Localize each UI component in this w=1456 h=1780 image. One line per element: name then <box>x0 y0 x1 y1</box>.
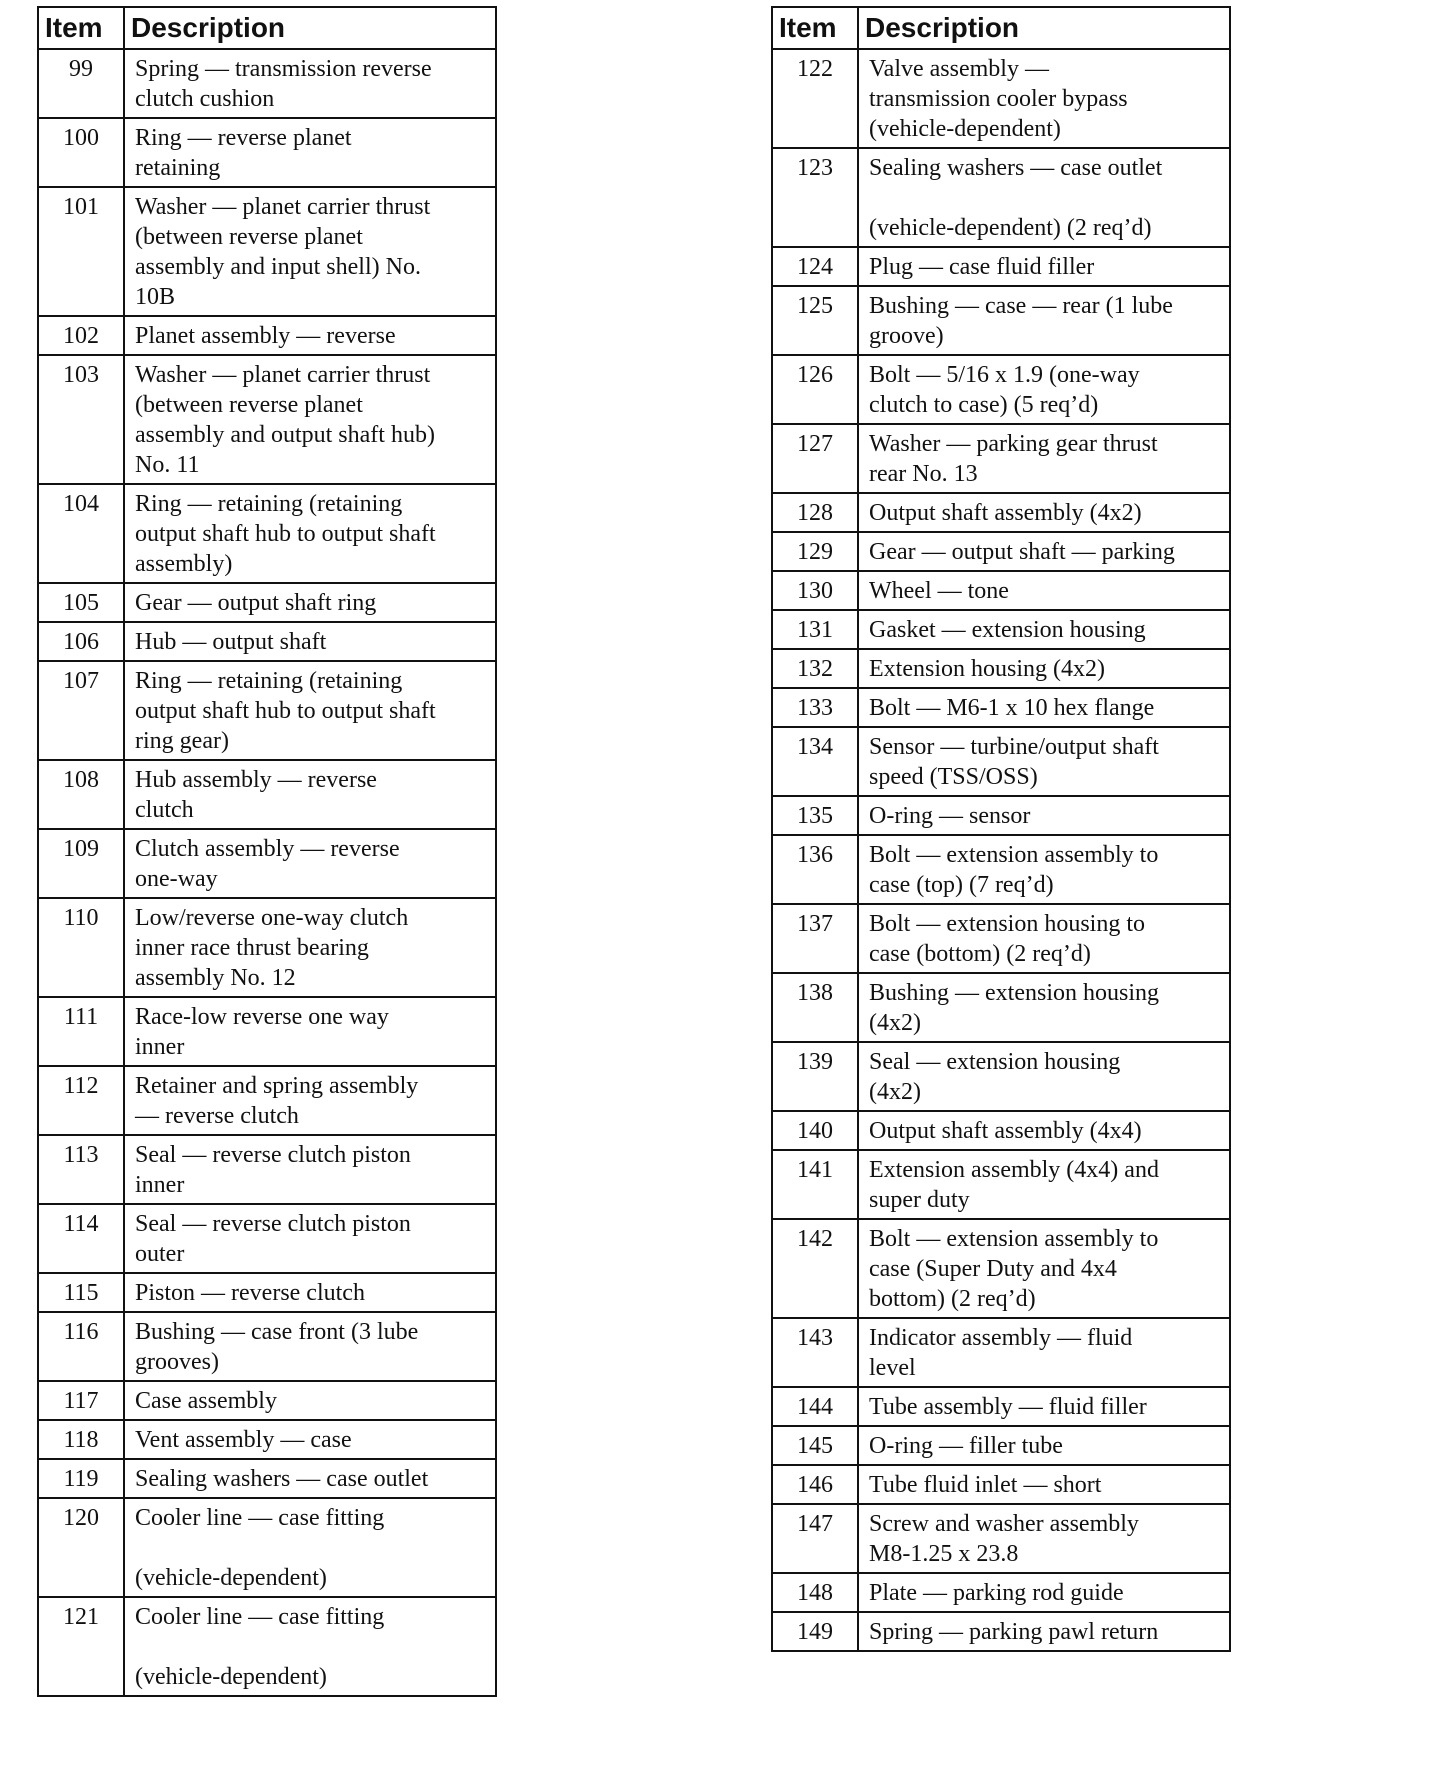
table-row <box>772 532 1230 571</box>
table-row <box>38 1420 496 1459</box>
item-description: Ring — retaining (retaining output shaft hub to output shaft assembly) <box>124 484 496 583</box>
item-description: Sealing washers — case outlet <box>124 1459 496 1498</box>
table-row <box>38 1273 496 1312</box>
table-row <box>38 583 496 622</box>
item-description: Spring — parking pawl return <box>858 1612 1230 1651</box>
item-description: Bushing — extension housing (4x2) <box>858 973 1230 1042</box>
item-number: 116 <box>38 1312 124 1381</box>
item-number: 146 <box>772 1465 858 1504</box>
item-number: 141 <box>772 1150 858 1219</box>
item-description: Valve assembly — transmission cooler bypass (vehicle-dependent) <box>858 49 1230 148</box>
item-description: Sensor — turbine/output shaft speed (TSS/OSS) <box>858 727 1230 796</box>
item-number: 144 <box>772 1387 858 1426</box>
table-row <box>38 355 496 484</box>
table-row <box>38 1135 496 1204</box>
item-number: 117 <box>38 1381 124 1420</box>
table-row <box>38 829 496 898</box>
table-row <box>772 1150 1230 1219</box>
item-description: Ring — retaining (retaining output shaft hub to output shaft ring gear) <box>124 661 496 760</box>
table-row <box>772 1612 1230 1651</box>
table-row <box>38 49 496 118</box>
item-number: 148 <box>772 1573 858 1612</box>
table-row <box>772 1387 1230 1426</box>
item-number: 119 <box>38 1459 124 1498</box>
item-description: Wheel — tone <box>858 571 1230 610</box>
item-number: 136 <box>772 835 858 904</box>
item-number: 118 <box>38 1420 124 1459</box>
item-description: Bushing — case — rear (1 lube groove) <box>858 286 1230 355</box>
item-description: Bolt — M6-1 x 10 hex flange <box>858 688 1230 727</box>
item-number: 147 <box>772 1504 858 1573</box>
item-description: O-ring — filler tube <box>858 1426 1230 1465</box>
item-description: Seal — reverse clutch piston outer <box>124 1204 496 1273</box>
item-description: Case assembly <box>124 1381 496 1420</box>
table-row <box>772 571 1230 610</box>
item-description: Vent assembly — case <box>124 1420 496 1459</box>
item-number: 130 <box>772 571 858 610</box>
item-number: 120 <box>38 1498 124 1597</box>
item-description: Screw and washer assembly M8-1.25 x 23.8 <box>858 1504 1230 1573</box>
item-number: 134 <box>772 727 858 796</box>
table-row <box>772 688 1230 727</box>
item-description: Washer — planet carrier thrust (between reverse planet assembly and input shell) No. 10B <box>124 187 496 316</box>
table-row <box>38 484 496 583</box>
item-number: 122 <box>772 49 858 148</box>
parts-table-left <box>37 6 497 1697</box>
item-description: Extension assembly (4x4) and super duty <box>858 1150 1230 1219</box>
item-number: 128 <box>772 493 858 532</box>
table-header-row <box>38 7 496 49</box>
item-description: Cooler line — case fitting (vehicle-dependent) <box>124 1498 496 1597</box>
table-row <box>772 727 1230 796</box>
item-number: 109 <box>38 829 124 898</box>
item-description: Gasket — extension housing <box>858 610 1230 649</box>
table-row <box>772 355 1230 424</box>
item-number: 133 <box>772 688 858 727</box>
table-row <box>772 1318 1230 1387</box>
table-row <box>38 760 496 829</box>
item-number: 123 <box>772 148 858 247</box>
item-number: 105 <box>38 583 124 622</box>
item-description: Washer — parking gear thrust rear No. 13 <box>858 424 1230 493</box>
table-row <box>772 1465 1230 1504</box>
item-number: 121 <box>38 1597 124 1696</box>
item-number: 125 <box>772 286 858 355</box>
table-row <box>772 1219 1230 1318</box>
item-number: 101 <box>38 187 124 316</box>
item-description: Sealing washers — case outlet (vehicle-dependent) (2 req’d) <box>858 148 1230 247</box>
item-description: Bolt — 5/16 x 1.9 (one-way clutch to case) (5 req’d) <box>858 355 1230 424</box>
table-row <box>38 1597 496 1696</box>
item-number: 143 <box>772 1318 858 1387</box>
item-number: 103 <box>38 355 124 484</box>
table-row <box>38 997 496 1066</box>
item-description: Washer — planet carrier thrust (between reverse planet assembly and output shaft hub) No. 11 <box>124 355 496 484</box>
table-row <box>772 904 1230 973</box>
item-number: 115 <box>38 1273 124 1312</box>
item-description: Ring — reverse planet retaining <box>124 118 496 187</box>
item-description: Gear — output shaft — parking <box>858 532 1230 571</box>
item-number: 139 <box>772 1042 858 1111</box>
table-row <box>38 898 496 997</box>
item-description: Output shaft assembly (4x2) <box>858 493 1230 532</box>
item-number: 106 <box>38 622 124 661</box>
item-description: Hub — output shaft <box>124 622 496 661</box>
item-number: 149 <box>772 1612 858 1651</box>
table-row <box>772 1504 1230 1573</box>
item-number: 100 <box>38 118 124 187</box>
item-number: 112 <box>38 1066 124 1135</box>
table-row <box>38 622 496 661</box>
item-description: O-ring — sensor <box>858 796 1230 835</box>
item-number: 113 <box>38 1135 124 1204</box>
item-number: 110 <box>38 898 124 997</box>
item-column-header: Item <box>772 7 858 49</box>
item-description: Retainer and spring assembly — reverse clutch <box>124 1066 496 1135</box>
table-row <box>38 1066 496 1135</box>
item-description: Indicator assembly — fluid level <box>858 1318 1230 1387</box>
item-number: 129 <box>772 532 858 571</box>
item-description: Piston — reverse clutch <box>124 1273 496 1312</box>
parts-rows-left <box>38 49 496 1696</box>
table-header-row <box>772 7 1230 49</box>
item-number: 99 <box>38 49 124 118</box>
item-number: 126 <box>772 355 858 424</box>
item-description: Extension housing (4x2) <box>858 649 1230 688</box>
item-description: Low/reverse one-way clutch inner race thrust bearing assembly No. 12 <box>124 898 496 997</box>
parts-table-right <box>771 6 1231 1652</box>
table-row <box>38 316 496 355</box>
description-column-header: Description <box>858 7 1230 49</box>
item-description: Race-low reverse one way inner <box>124 997 496 1066</box>
table-row <box>772 610 1230 649</box>
item-number: 108 <box>38 760 124 829</box>
description-column-header: Description <box>124 7 496 49</box>
table-row <box>38 118 496 187</box>
item-description: Clutch assembly — reverse one-way <box>124 829 496 898</box>
table-row <box>38 661 496 760</box>
table-row <box>772 1042 1230 1111</box>
item-description: Cooler line — case fitting (vehicle-dependent) <box>124 1597 496 1696</box>
table-row <box>38 1459 496 1498</box>
item-number: 135 <box>772 796 858 835</box>
item-number: 142 <box>772 1219 858 1318</box>
item-description: Spring — transmission reverse clutch cushion <box>124 49 496 118</box>
item-number: 114 <box>38 1204 124 1273</box>
table-row <box>38 1498 496 1597</box>
item-description: Seal — reverse clutch piston inner <box>124 1135 496 1204</box>
item-description: Output shaft assembly (4x4) <box>858 1111 1230 1150</box>
item-description: Bolt — extension assembly to case (top) (7 req’d) <box>858 835 1230 904</box>
table-row <box>772 973 1230 1042</box>
item-description: Gear — output shaft ring <box>124 583 496 622</box>
item-description: Tube fluid inlet — short <box>858 1465 1230 1504</box>
item-number: 132 <box>772 649 858 688</box>
table-row <box>772 1573 1230 1612</box>
item-description: Bushing — case front (3 lube grooves) <box>124 1312 496 1381</box>
table-row <box>772 424 1230 493</box>
table-row <box>772 247 1230 286</box>
table-row <box>38 1381 496 1420</box>
item-description: Planet assembly — reverse <box>124 316 496 355</box>
table-row <box>772 835 1230 904</box>
item-number: 138 <box>772 973 858 1042</box>
table-row <box>772 148 1230 247</box>
item-column-header: Item <box>38 7 124 49</box>
item-description: Seal — extension housing (4x2) <box>858 1042 1230 1111</box>
table-row <box>772 649 1230 688</box>
item-number: 137 <box>772 904 858 973</box>
table-row <box>38 1204 496 1273</box>
table-row <box>772 49 1230 148</box>
item-description: Plug — case fluid filler <box>858 247 1230 286</box>
item-description: Tube assembly — fluid filler <box>858 1387 1230 1426</box>
item-number: 140 <box>772 1111 858 1150</box>
item-description: Bolt — extension housing to case (bottom) (2 req’d) <box>858 904 1230 973</box>
item-number: 111 <box>38 997 124 1066</box>
parts-rows-right <box>772 49 1230 1651</box>
item-description: Bolt — extension assembly to case (Super Duty and 4x4 bottom) (2 req’d) <box>858 1219 1230 1318</box>
table-row <box>38 187 496 316</box>
table-row <box>772 493 1230 532</box>
table-row <box>772 1426 1230 1465</box>
item-number: 107 <box>38 661 124 760</box>
item-description: Hub assembly — reverse clutch <box>124 760 496 829</box>
item-number: 102 <box>38 316 124 355</box>
table-row <box>38 1312 496 1381</box>
table-row <box>772 1111 1230 1150</box>
item-number: 104 <box>38 484 124 583</box>
item-number: 127 <box>772 424 858 493</box>
table-row <box>772 286 1230 355</box>
item-description: Plate — parking rod guide <box>858 1573 1230 1612</box>
item-number: 145 <box>772 1426 858 1465</box>
table-row <box>772 796 1230 835</box>
item-number: 124 <box>772 247 858 286</box>
item-number: 131 <box>772 610 858 649</box>
